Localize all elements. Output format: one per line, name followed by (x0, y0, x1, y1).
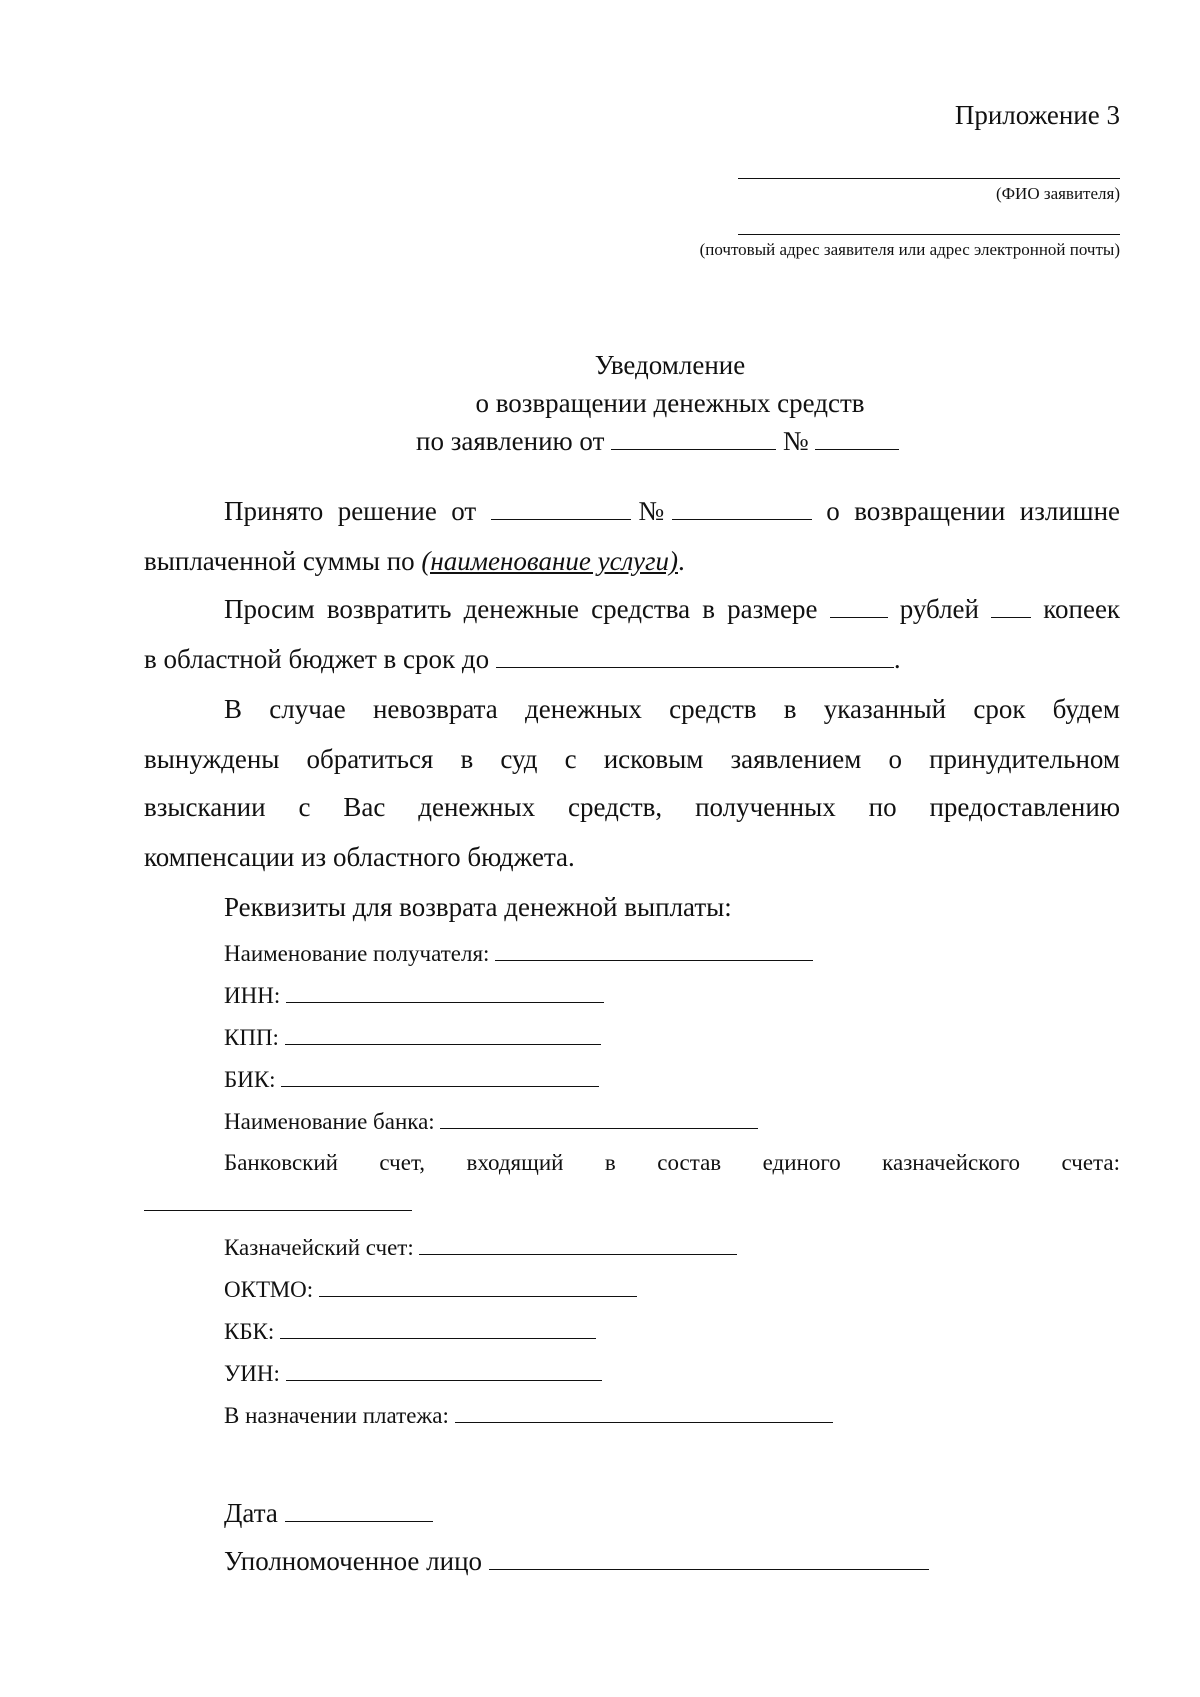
p2-kop: копеек (1043, 594, 1121, 624)
paragraph-3-line-3: взыскании с Вас денежных средств, полученных по предоставлению (144, 792, 1120, 822)
paragraph-2-line-2 (144, 644, 901, 675)
appendix-label: Приложение 3 (954, 100, 1120, 130)
uin-line (286, 1360, 602, 1381)
deadline-line (496, 645, 894, 668)
title-line-3-prefix: по заявлению от (416, 426, 605, 456)
paragraph-3-line-1: В случае невозврата денежных средств в указанный срок будем (224, 694, 1120, 724)
title-line-2: о возвращении денежных средств (475, 388, 865, 418)
title-line-1: Уведомление (594, 350, 746, 380)
title-number-sign: № (782, 426, 809, 456)
inn-label: ИНН: (224, 983, 281, 1008)
kopecks-line (991, 595, 1031, 618)
treasury-account-row (224, 1234, 737, 1261)
date-line (285, 1499, 433, 1522)
p1-line2-start: выплаченной суммы по (144, 546, 415, 576)
bik-label: БИК: (224, 1067, 276, 1092)
kbk-row (224, 1318, 596, 1345)
purpose-row (224, 1402, 833, 1429)
kbk-line (280, 1318, 596, 1339)
bik-line (281, 1066, 599, 1087)
paragraph-1-line-1 (224, 496, 1120, 527)
decision-date-line (491, 497, 631, 520)
bank-account-line (144, 1210, 412, 1211)
bank-line (440, 1108, 758, 1129)
p2-rub: рублей (899, 594, 979, 624)
date-label: Дата (224, 1498, 278, 1528)
applicant-address-line (738, 234, 1120, 235)
inn-row (224, 982, 604, 1009)
rubles-line (830, 595, 888, 618)
date-row (224, 1498, 433, 1529)
paragraph-1-line-2 (144, 546, 685, 577)
uin-row (224, 1360, 602, 1387)
paragraph-2-line-1 (224, 594, 1120, 625)
recipient-line (495, 940, 813, 961)
p1-start: Принято решение от (224, 496, 477, 526)
bank-account-label: Банковский счет, входящий в состав единого казначейского счета: (224, 1150, 1120, 1175)
authorized-person-row (224, 1546, 929, 1577)
p1-end: о возвращении излишне (826, 496, 1121, 526)
p1-number-sign: № (630, 496, 672, 526)
oktmo-row (224, 1276, 637, 1303)
p2-line2-start: в областной бюджет в срок до (144, 644, 490, 674)
kbk-label: КБК: (224, 1319, 275, 1344)
title-line-3 (416, 426, 899, 457)
bik-row (224, 1066, 599, 1093)
recipient-row (224, 940, 813, 967)
bank-label: Наименование банка: (224, 1109, 435, 1134)
p1-line2-end: . (677, 546, 685, 576)
application-number-line (815, 427, 899, 450)
treasury-account-label: Казначейский счет: (224, 1235, 414, 1260)
treasury-account-line (419, 1234, 737, 1255)
oktmo-label: ОКТМО: (224, 1277, 314, 1302)
paragraph-3-line-2: вынуждены обратиться в суд с исковым заявлением о принудительном (144, 744, 1120, 774)
p2-start: Просим возвратить денежные средства в размере (224, 594, 818, 624)
kpp-row (224, 1024, 601, 1051)
inn-line (286, 982, 604, 1003)
applicant-name-caption: (ФИО заявителя) (995, 184, 1120, 203)
uin-label: УИН: (224, 1361, 280, 1386)
oktmo-line (319, 1276, 637, 1297)
authorized-person-label: Уполномоченное лицо (224, 1546, 483, 1576)
decision-number-line (672, 497, 812, 520)
p2-line2-end: . (893, 644, 901, 674)
applicant-name-line (738, 178, 1120, 179)
purpose-line (455, 1402, 833, 1423)
authorized-person-line (489, 1547, 929, 1570)
purpose-label: В назначении платежа: (224, 1403, 449, 1428)
requisites-heading: Реквизиты для возврата денежной выплаты: (224, 892, 732, 922)
kpp-label: КПП: (224, 1025, 279, 1050)
application-date-line (611, 427, 776, 450)
bank-row (224, 1108, 758, 1135)
recipient-label: Наименование получателя: (224, 941, 490, 966)
applicant-address-caption: (почтовый адрес заявителя или адрес электронной почты) (699, 240, 1120, 259)
paragraph-3-line-4: компенсации из областного бюджета. (144, 842, 575, 872)
service-name-placeholder: (наименование услуги) (421, 546, 678, 576)
kpp-line (285, 1024, 601, 1045)
